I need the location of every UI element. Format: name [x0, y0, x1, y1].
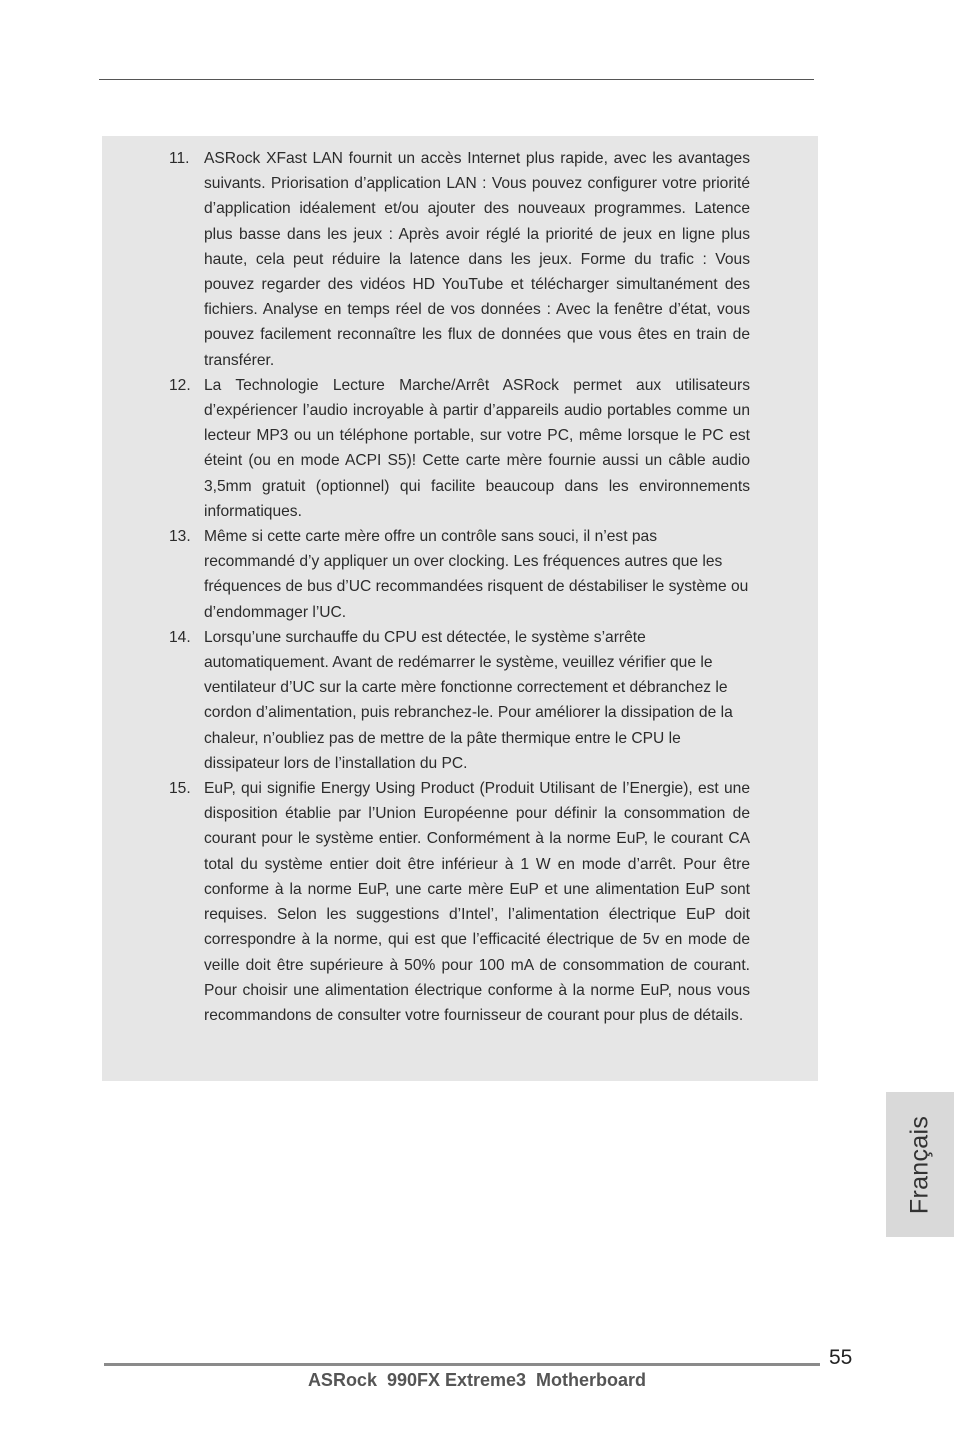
note-item-14: [169, 625, 750, 776]
note-number: 12.: [169, 376, 191, 394]
header-divider: [99, 79, 814, 80]
notes-list: [169, 146, 750, 1028]
note-text: Même si cette carte mère offre un contrôle sans souci, il n’est pas recommandé d’y appliquer un over clocking. Les fréquences autres que les fréquences de bus d’UC recommandées risquent de déstabiliser le système ou d’endommager l’UC.: [204, 528, 749, 621]
note-number: 14.: [169, 628, 191, 646]
note-text: La Technologie Lecture Marche/Arrêt ASRock permet aux utilisateurs d’expériencer l’audio incroyable à partir d’appareils audio portables comme un lecteur MP3 ou un téléphone portable, sur votre PC, même lorsque le PC est éteint (ou en mode ACPI S5)! Cette carte mère fournie aussi un câble audio 3,5mm gratuit (optionnel) qui facilite beaucoup dans les environnements informatiques.: [204, 376, 750, 520]
note-text: EuP, qui signifie Energy Using Product (Produit Utilisant de l’Energie), est une disposition établie par l’Union Européenne pour définir la consommation de courant pour le système entier. Conformément à la norme EuP, le courant CA total du système entier doit être inférieur à 1 W en mode d’arrêt. Pour être conforme à la norme EuP, une carte mère EuP et une alimentation EuP sont requises. Selon les suggestions d’Intel’, l’alimentation électrique EuP doit correspondre à la norme, qui est que l’efficacité électrique de 5v en mode de veille doit être supérieure à 50% pour 100 mA de consommation de courant. Pour choisir une alimentation électrique conforme à la norme EuP, nous vous recommandons de consulter votre fournisseur de courant pour plus de détails.: [204, 780, 750, 1024]
note-item-13: [169, 524, 750, 625]
language-tab: [886, 1092, 954, 1237]
note-number: 13.: [169, 528, 191, 546]
note-text: ASRock XFast LAN fournit un accès Internet plus rapide, avec les avantages suivants. Priorisation d’application LAN : Vous pouvez configurer votre priorité d’application idéalement et/ou ajouter des nouveaux programmes. Latence plus basse dans les jeux : Après avoir réglé la priorité de jeux en ligne plus haute, cela peut réduire la latence dans les jeux. Forme du trafic : Vous pouvez regarder des vidéos HD YouTube et télécharger simultanément des fichiers. Analyse en temps réel de vos données : Avec la fenêtre d’état, vous pouvez facilement reconnaître les flux de données que vous êtes en train de transférer.: [204, 150, 750, 369]
note-text: Lorsqu’une surchauffe du CPU est détectée, le système s’arrête automatiquement. Avant de redémarrer le système, veuillez vérifier que le ventilateur d’UC sur la carte mère fonctionne correctement et débranchez le cordon d’alimentation, puis rebranchez-le. Pour améliorer la dissipation de la chaleur, n’oubliez pas de mettre de la pâte thermique entre le CPU le dissipateur lors de l’installation du PC.: [204, 628, 733, 772]
footer-title: ASRock 990FX Extreme3 Motherboard: [307, 1370, 647, 1390]
note-item-12: [169, 373, 750, 524]
page-number: 55: [829, 1346, 853, 1369]
note-number: 11.: [169, 150, 190, 167]
language-label: Français: [905, 1115, 934, 1214]
footer-divider: [104, 1363, 820, 1366]
note-item-11: [169, 146, 750, 373]
note-item-15: [169, 776, 750, 1028]
note-number: 15.: [169, 780, 191, 798]
